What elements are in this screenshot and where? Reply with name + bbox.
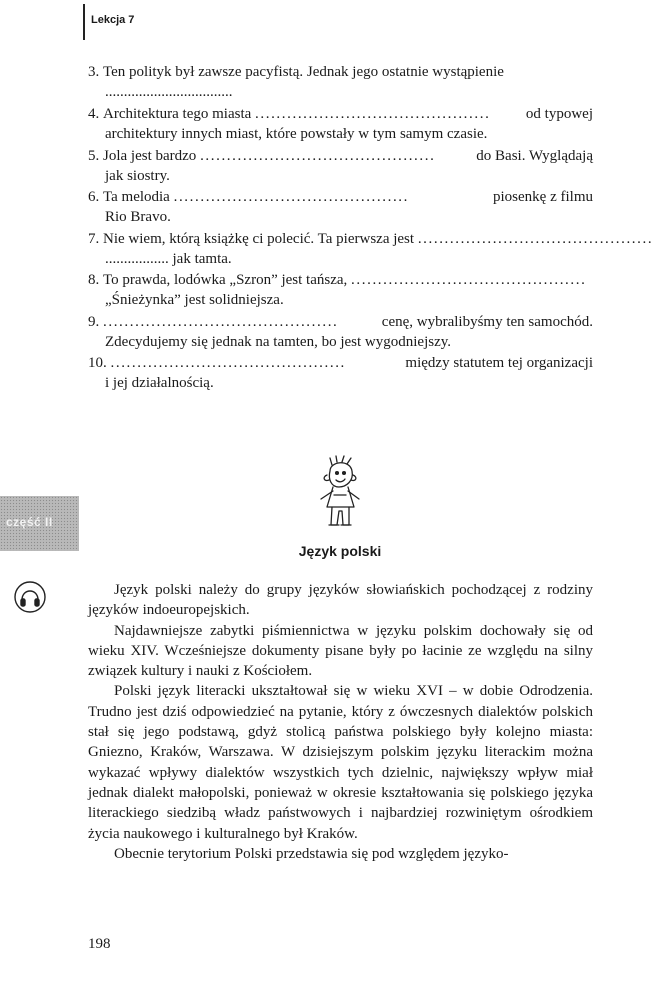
blank-dots: ................. (105, 251, 169, 267)
blank-dots: ............................................ (110, 355, 346, 371)
exercise-line (88, 353, 593, 373)
part-tab-label: część II (6, 515, 53, 529)
exercise-line (88, 146, 593, 166)
blank-dots: ............................................ (417, 231, 653, 247)
exercise-text: Ta melodia (103, 189, 174, 205)
exercise-text: jak siostry. (105, 168, 170, 184)
exercise-number: 6. (88, 189, 100, 205)
blank-dots: .................................. (105, 84, 233, 100)
paragraph: Najdawniejsze zabytki piśmiennictwa w języku polskim dochowały się od wieku XIV. Wcześniejsze dokumenty pisane były po łacinie ze względu na silny związek kultury i nauki z Kościołem. (88, 622, 593, 680)
exercise-line (88, 373, 593, 393)
exercise-text: i jej działalnością. (105, 375, 214, 391)
reading-text (88, 580, 593, 864)
exercise-text: Nie wiem, którą książkę ci polecić. Ta pierwsza jest (103, 231, 418, 247)
exercise-text: cenę, wybralibyśmy ten samochód. (378, 314, 593, 330)
exercise-line (88, 270, 593, 290)
exercise-line (88, 124, 593, 144)
exercise-text: „Śnieżynka” jest solidniejsza. (105, 292, 284, 308)
blank-dots: ............................................ (351, 272, 587, 288)
exercise-text: od typowej (522, 106, 593, 122)
headphones-icon (14, 580, 46, 614)
exercise-item (88, 187, 593, 227)
exercise-line (88, 312, 593, 332)
section-title: Język polski (298, 543, 382, 559)
exercise-text: Rio Bravo. (105, 209, 171, 225)
exercise-number: 3. (88, 64, 100, 80)
page-number: 198 (88, 936, 111, 952)
exercise-text: architektury innych miast, które powstały w tym samym czasie. (105, 126, 488, 142)
exercise-number: 9. (88, 314, 100, 330)
exercise-line (88, 207, 593, 227)
exercise-line (88, 166, 593, 186)
exercise-text: Architektura tego miasta (103, 106, 256, 122)
exercise-line (88, 62, 593, 82)
exercise-text: To prawda, lodówka „Szron” jest tańsza, (103, 272, 352, 288)
lesson-header: Lekcja 7 (91, 14, 135, 26)
header-rule (83, 4, 85, 40)
blank-dots: ............................................ (103, 314, 339, 330)
exercise-item (88, 312, 593, 352)
exercise-item (88, 62, 593, 102)
exercise-text: piosenkę z filmu (489, 189, 593, 205)
exercise-text: Ten polityk był zawsze pacyfistą. Jednak jego ostatnie wystąpienie (103, 64, 504, 80)
exercise-line (88, 332, 593, 352)
exercise-item (88, 146, 593, 186)
blank-dots: ............................................ (200, 148, 436, 164)
exercise-number: 10. (88, 355, 107, 371)
paragraph: Język polski należy do grupy języków słowiańskich pochodzącej z rodziny języków indoeuropejskich. (88, 582, 593, 619)
exercise-line (88, 104, 593, 124)
exercise-line (88, 229, 653, 249)
exercise-number: 8. (88, 272, 100, 288)
paragraph: Polski język literacki ukształtował się w wieku XVI – w dobie Odrodzenia. Trudno jest dziś odpowiedzieć na pytanie, który z ówczesnych dialektów polskich stał się jego podstawą, gdyż stolicą państwa polskiego były kolejno miasta: Gniezno, Kraków, Warszawa. W dzisiejszym polskim języku literackim można wykazać wpływy dialektów wszystkich tych dzielnic, największy wpływ miał jednak dialekt małopolski, ponieważ w okresie kształtowania się polskiego języka literackiego siedzibą władz państwowych i najbardziej rozwiniętym ośrodkiem życia naukowego i kulturalnego był Kraków. (88, 683, 593, 842)
blank-dots: ............................................ (255, 106, 491, 122)
exercise-text: Zdecydujemy się jednak na tamten, bo jest wygodniejszy. (105, 334, 452, 350)
exercise-item (88, 353, 593, 393)
exercise-text: Jola jest bardzo (103, 148, 201, 164)
exercise-text: między statutem tej organizacji (401, 355, 593, 371)
cartoon-character-illustration (312, 455, 368, 535)
exercise-item (88, 104, 593, 144)
exercise-line (88, 82, 593, 102)
blank-dots: ............................................ (173, 189, 409, 205)
exercise-line (88, 290, 593, 310)
exercise-line (88, 187, 593, 207)
exercise-text: do Basi. Wyglądają (472, 148, 593, 164)
exercise-item (88, 229, 653, 269)
exercise-number: 4. (88, 106, 100, 122)
exercise-item (88, 270, 593, 310)
exercise-text: jak tamta. (168, 251, 232, 267)
exercise-line (88, 249, 593, 269)
exercise-number: 7. (88, 231, 100, 247)
part-tab (0, 496, 79, 551)
exercise-number: 5. (88, 148, 100, 164)
paragraph: Obecnie terytorium Polski przedstawia się pod względem języko- (114, 845, 509, 862)
